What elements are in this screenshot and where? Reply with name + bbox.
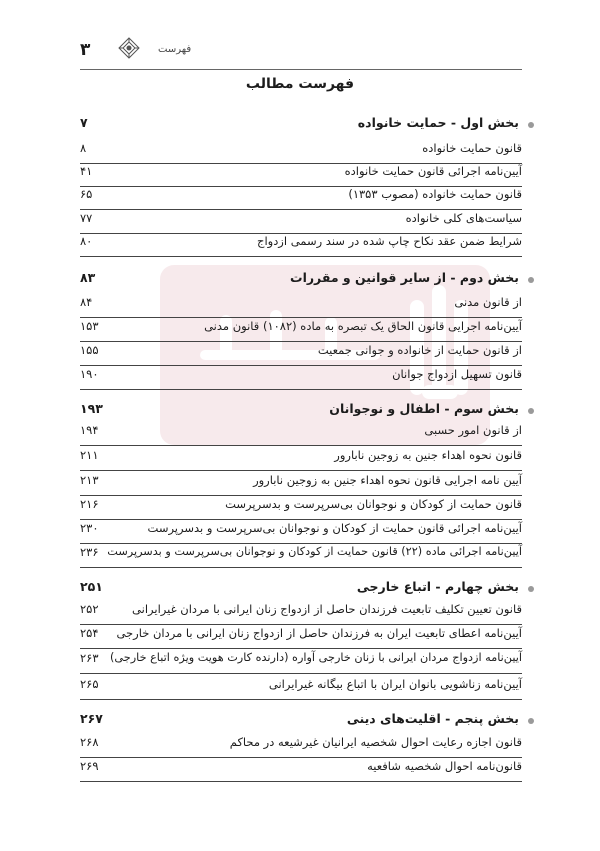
section-label: بخش پنجم bbox=[450, 711, 519, 726]
toc-entry-page-number: ۲۶۵ bbox=[80, 677, 99, 691]
toc-entry[interactable] bbox=[80, 419, 522, 446]
page-number: ۳ bbox=[80, 40, 91, 60]
section-label: بخش دوم bbox=[455, 270, 519, 285]
toc-entry[interactable] bbox=[80, 541, 522, 568]
section-heading bbox=[80, 111, 522, 137]
toc-entry-page-number: ۲۵۲ bbox=[80, 602, 99, 616]
toc-entry-page-number: ۸۰ bbox=[80, 234, 93, 248]
bullet-icon bbox=[528, 277, 534, 283]
section-page-number: ۷ bbox=[80, 115, 88, 130]
toc-entry-title: سیاست‌های کلی خانواده bbox=[405, 211, 522, 225]
toc-entry-title: آیین نامه اجرایی قانون نحوه اهداء جنین به زوجین نابارور bbox=[253, 473, 522, 487]
page-header bbox=[0, 0, 600, 72]
toc-entry-page-number: ۱۵۵ bbox=[80, 343, 99, 357]
toc-entry[interactable] bbox=[80, 469, 522, 496]
section-subtitle: - از سایر قوانین و مقررات bbox=[290, 270, 456, 285]
toc-entry-title: آیین‌نامه اعطای تابعیت ایران به فرزندان حاصل از ازدواج زنان ایرانی با مردان خارجی bbox=[116, 626, 522, 640]
toc-entry-title: آیین‌نامه اجرائی ماده (۲۲) قانون حمایت از کودکان و نوجوانان بی‌سرپرست و بدسرپرست bbox=[107, 545, 522, 558]
toc-entry[interactable] bbox=[80, 291, 522, 318]
toc-entry[interactable] bbox=[80, 183, 522, 210]
section-label: بخش سوم bbox=[449, 401, 519, 416]
toc-entry-page-number: ۲۱۱ bbox=[80, 448, 99, 462]
toc-entry-title: قانون تسهیل ازدواج جوانان bbox=[392, 367, 522, 381]
section-label: بخش چهارم bbox=[440, 579, 519, 594]
toc-entry[interactable] bbox=[80, 647, 522, 674]
toc-entry-title: قانون اجازه رعایت احوال شخصیه ایرانیان غیرشیعه در محاکم bbox=[229, 735, 522, 749]
toc-entry-page-number: ۸ bbox=[80, 141, 87, 155]
toc-entry-page-number: ۲۶۹ bbox=[80, 759, 99, 773]
toc-entry[interactable] bbox=[80, 755, 522, 782]
section-title bbox=[347, 711, 519, 726]
section-subtitle: - اتباع خارجی bbox=[356, 579, 441, 594]
toc-entry-page-number: ۲۶۳ bbox=[80, 651, 99, 665]
section-subtitle: - اطفال و نوجوانان bbox=[329, 401, 450, 416]
section-title bbox=[357, 579, 519, 594]
section-title bbox=[290, 270, 519, 285]
toc-entry-title: قانون حمایت خانواده (مصوب ۱۳۵۳) bbox=[348, 187, 522, 201]
toc-entry[interactable] bbox=[80, 598, 522, 625]
toc-entry[interactable] bbox=[80, 339, 522, 366]
ornament-icon bbox=[118, 37, 140, 59]
toc-entry-title: قانون‌نامه احوال شخصیه شافعیه bbox=[367, 759, 522, 773]
toc-entry-page-number: ۲۱۶ bbox=[80, 497, 99, 511]
toc-entry-page-number: ۶۵ bbox=[80, 187, 93, 201]
toc-entry-title: از قانون حمایت از خانواده و جوانی جمعیت bbox=[317, 343, 522, 357]
toc-title: فهرست مطالب bbox=[245, 76, 355, 92]
toc-entry-title: آیین‌نامه ازدواج مردان ایرانی با زنان خارجی آواره (دارنده کارت هویت ویژه اتباع خارجی) bbox=[109, 651, 522, 664]
toc-entry-title: آیین‌نامه زناشویی بانوان ایران با اتباع بیگانه غیرایرانی bbox=[268, 677, 522, 691]
toc-entry[interactable] bbox=[80, 673, 522, 700]
section-subtitle: - اقلیت‌های دینی bbox=[346, 711, 451, 726]
toc-entry-title: از قانون مدنی bbox=[454, 295, 522, 309]
toc-entry-title: قانون حمایت خانواده bbox=[422, 141, 522, 155]
section-heading bbox=[80, 707, 522, 733]
toc-entry-title: آیین‌نامه اجرایی قانون الحاق یک تبصره به ماده (۱۰۸۲) قانون مدنی bbox=[204, 319, 522, 333]
bullet-icon bbox=[528, 122, 534, 128]
section-heading bbox=[80, 266, 522, 292]
toc-entry-title: قانون نحوه اهداء جنین به زوجین نابارور bbox=[334, 448, 522, 462]
toc-entry-title: قانون حمایت از کودکان و نوجوانان بی‌سرپرست و بدسرپرست bbox=[225, 497, 522, 511]
section-page-number: ۱۹۳ bbox=[80, 401, 103, 416]
bullet-icon bbox=[528, 586, 534, 592]
toc-entry[interactable] bbox=[80, 363, 522, 390]
toc-entry-page-number: ۱۹۰ bbox=[80, 367, 99, 381]
toc-entry[interactable] bbox=[80, 315, 522, 342]
toc-entry-page-number: ۲۵۴ bbox=[80, 626, 99, 640]
toc-entry[interactable] bbox=[80, 444, 522, 471]
header-rule bbox=[80, 69, 522, 70]
section-page-number: ۲۶۷ bbox=[80, 711, 103, 726]
toc-entry-page-number: ۸۴ bbox=[80, 295, 93, 309]
toc-entry[interactable] bbox=[80, 493, 522, 520]
toc-entry[interactable] bbox=[80, 230, 522, 257]
toc-entry[interactable] bbox=[80, 517, 522, 544]
section-page-number: ۸۳ bbox=[80, 270, 96, 285]
toc-entry-page-number: ۲۳۶ bbox=[80, 545, 99, 559]
section-page-number: ۲۵۱ bbox=[80, 579, 103, 594]
bullet-icon bbox=[528, 408, 534, 414]
toc-entry-page-number: ۴۱ bbox=[80, 164, 93, 178]
toc-entry-title: قانون تعیین تکلیف تابعیت فرزندان حاصل از ازدواج زنان ایرانی با مردان غیرایرانی bbox=[132, 602, 522, 616]
toc-entry[interactable] bbox=[80, 622, 522, 649]
toc-entry-title: آیین‌نامه اجرائی قانون حمایت از کودکان و نوجوانان بی‌سرپرست و بدسرپرست bbox=[147, 521, 522, 535]
running-title: فهرست bbox=[158, 44, 192, 55]
toc-entry-page-number: ۲۱۳ bbox=[80, 473, 99, 487]
section-title bbox=[358, 115, 519, 130]
section-subtitle: - حمایت خانواده bbox=[357, 115, 457, 130]
bullet-icon bbox=[528, 718, 534, 724]
toc-entry-title: از قانون امور حسبی bbox=[424, 423, 522, 437]
toc-entry-page-number: ۲۳۰ bbox=[80, 521, 99, 535]
toc-entry-page-number: ۱۵۳ bbox=[80, 319, 99, 333]
toc-entry-page-number: ۲۶۸ bbox=[80, 735, 99, 749]
section-title bbox=[329, 401, 519, 416]
toc-entry-page-number: ۷۷ bbox=[80, 211, 93, 225]
toc-entry-title: شرایط ضمن عقد نکاح چاپ شده در سند رسمی ازدواج bbox=[257, 234, 522, 248]
section-label: بخش اول bbox=[456, 115, 519, 130]
toc-entry-title: آیین‌نامه اجرائی قانون حمایت خانواده bbox=[344, 164, 522, 178]
toc-entry[interactable] bbox=[80, 731, 522, 758]
toc-entry-page-number: ۱۹۴ bbox=[80, 423, 99, 437]
